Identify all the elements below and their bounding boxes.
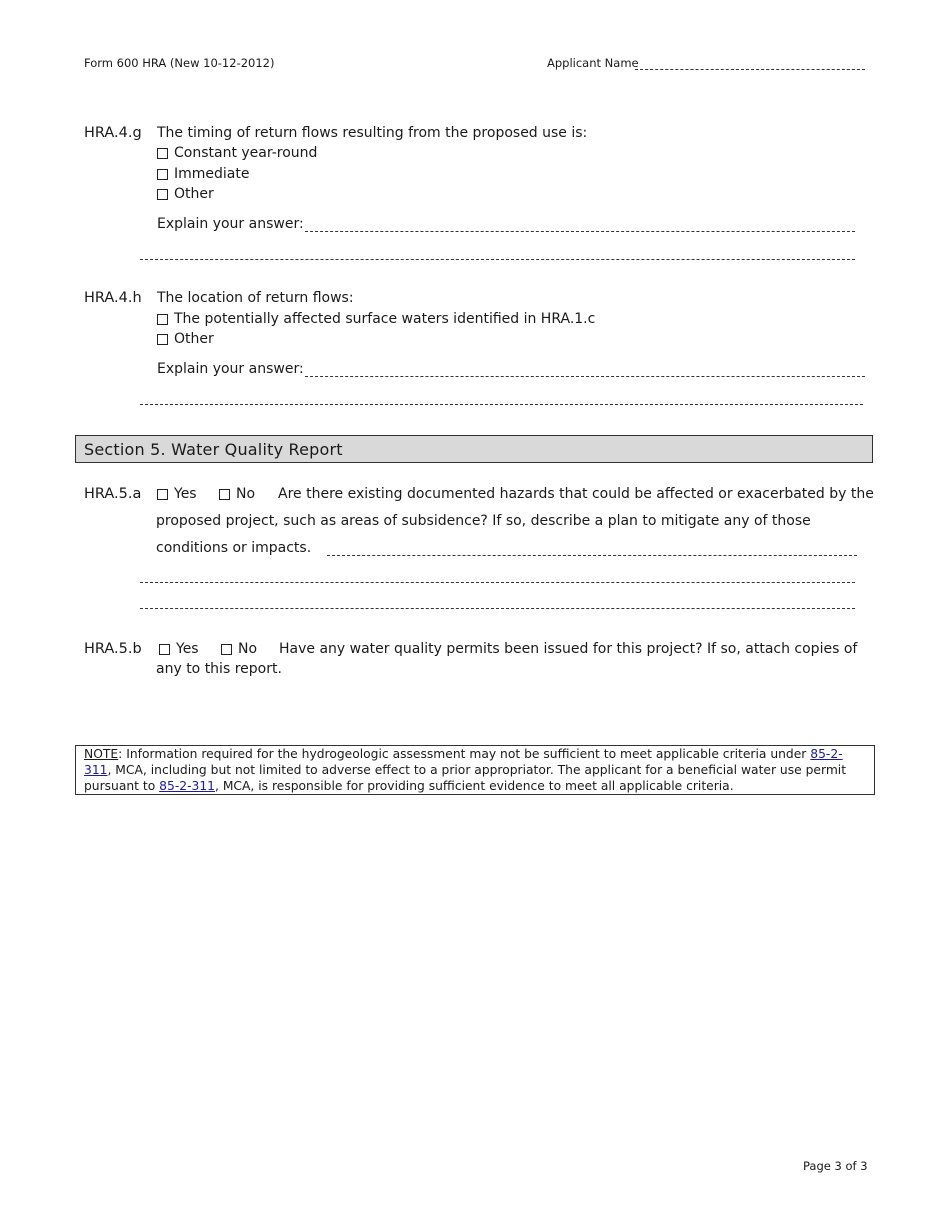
applicant-name-field[interactable] (635, 69, 865, 70)
hra-5a-code: HRA.5.a (84, 486, 142, 502)
hra-5a-answer-field-line2[interactable] (140, 582, 855, 583)
hra-5b-question-line2: any to this report. (156, 661, 282, 677)
checkbox[interactable] (157, 169, 168, 180)
hra-4h-question: The location of return flows: (157, 290, 354, 306)
statute-link-2[interactable]: 85-2-311 (159, 779, 215, 793)
page-number: Page 3 of 3 (803, 1159, 868, 1173)
hra-5a-yes-option[interactable]: Yes (157, 486, 197, 502)
hra-5b-yes-option[interactable]: Yes (159, 641, 199, 657)
note-text-1: : Information required for the hydrogeologic assessment may not be sufficient to meet applicable criteria under (118, 747, 811, 761)
hra-5b-no-option[interactable]: No (221, 641, 257, 657)
hra-4h-explain-field[interactable] (305, 376, 865, 377)
applicant-name-label: Applicant Name (547, 56, 639, 70)
checkbox[interactable] (159, 644, 170, 655)
checkbox[interactable] (157, 334, 168, 345)
note-text-2: , MCA, including but not limited to adverse effect to a prior appropriator. The applicant for a beneficial water use permit pursuant to (84, 763, 847, 793)
hra-5a-answer-field-line3[interactable] (140, 608, 855, 609)
hra-4g-explain-field-line2[interactable] (140, 259, 855, 260)
checkbox[interactable] (157, 314, 168, 325)
hra-4g-code: HRA.4.g (84, 125, 142, 141)
checkbox[interactable] (219, 489, 230, 500)
note-text-3: , MCA, is responsible for providing sufficient evidence to meet all applicable criteria. (215, 779, 734, 793)
hra-4h-explain-field-line2[interactable] (140, 404, 863, 405)
hra-5b-question-line1: Have any water quality permits been issued for this project? If so, attach copies of (279, 641, 858, 657)
hra-4g-option-other[interactable]: Other (157, 186, 214, 202)
hra-5a-question-line3: conditions or impacts. (156, 540, 312, 556)
hra-4g-explain-label: Explain your answer: (157, 216, 304, 232)
section-5-title: Section 5. Water Quality Report (84, 440, 343, 459)
hra-4h-code: HRA.4.h (84, 290, 142, 306)
hra-5a-answer-field[interactable] (327, 555, 857, 556)
hra-4h-option-other[interactable]: Other (157, 331, 214, 347)
checkbox[interactable] (157, 489, 168, 500)
hra-4g-option-constant[interactable]: Constant year-round (157, 145, 317, 161)
checkbox[interactable] (157, 148, 168, 159)
form-id: Form 600 HRA (New 10-12-2012) (84, 56, 275, 70)
hra-4g-option-immediate[interactable]: Immediate (157, 166, 249, 182)
hra-5a-question-line1: Are there existing documented hazards that could be affected or exacerbated by the (278, 486, 874, 502)
section-5-header (75, 435, 873, 463)
checkbox[interactable] (221, 644, 232, 655)
hra-5a-no-option[interactable]: No (219, 486, 255, 502)
hra-4g-explain-field[interactable] (305, 231, 855, 232)
hra-5a-question-line2: proposed project, such as areas of subsidence? If so, describe a plan to mitigate any of those (156, 513, 811, 529)
checkbox[interactable] (157, 189, 168, 200)
hra-4h-explain-label: Explain your answer: (157, 361, 304, 377)
hra-4h-option-surface-waters[interactable]: The potentially affected surface waters identified in HRA.1.c (157, 311, 595, 327)
note-box (75, 745, 875, 795)
hra-4g-question: The timing of return flows resulting from the proposed use is: (157, 125, 588, 141)
hra-5b-code: HRA.5.b (84, 641, 142, 657)
statute-link-1[interactable]: 85-2-311 (84, 747, 843, 777)
note-label: NOTE (84, 747, 119, 761)
